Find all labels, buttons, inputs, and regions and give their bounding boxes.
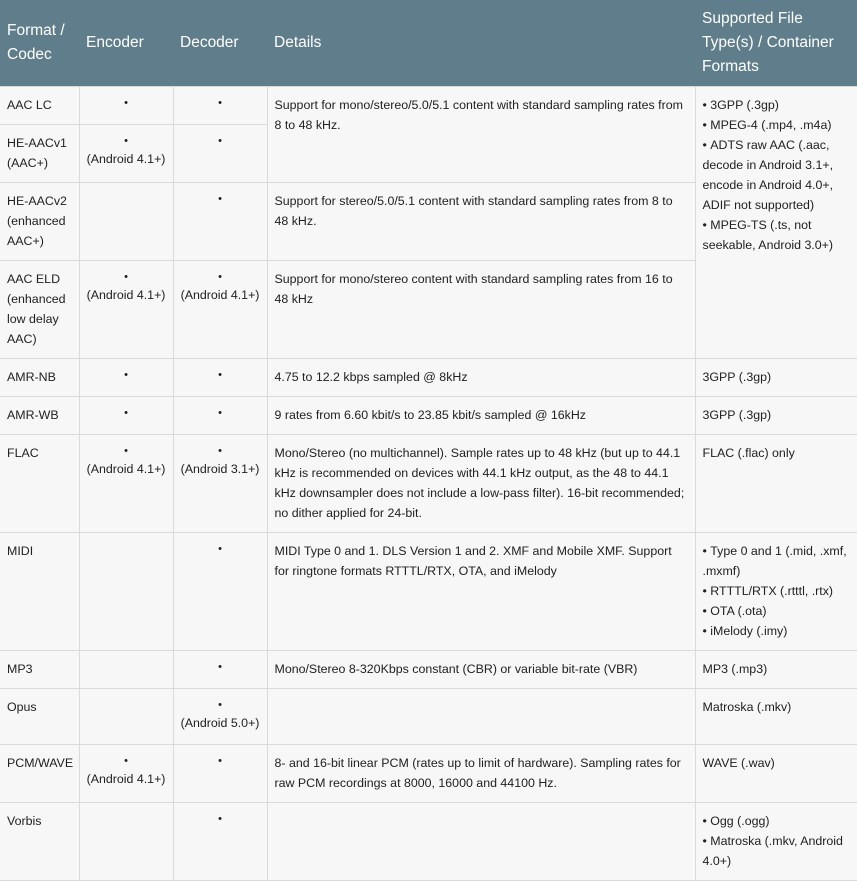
format-cell: PCM/WAVE [0, 745, 79, 803]
details-cell: Mono/Stereo (no multichannel). Sample rates up to 48 kHz (but up to 44.1 kHz is recommended on devices with 44.1 kHz output, as the 48 to 44.1 kHz downsampler does not include a low-pass filter). 16-bit recommended; no dither applied for 24-bit. [267, 435, 695, 533]
table-row [0, 689, 857, 745]
version-note: (Android 4.1+) [86, 772, 166, 786]
midi-types-list [703, 541, 851, 641]
types-cell: FLAC (.flac) only [695, 435, 857, 533]
header-types: Supported File Type(s) / Container Formats [695, 0, 857, 87]
supported-bullet: • [218, 699, 222, 711]
decoder-cell [173, 435, 267, 533]
encoder-cell [79, 261, 173, 359]
version-note: (Android 4.1+) [86, 288, 166, 302]
types-cell [695, 533, 857, 651]
header-encoder: Encoder [79, 0, 173, 87]
supported-bullet: • [218, 755, 222, 767]
types-cell: Matroska (.mkv) [695, 689, 857, 745]
encoder-cell [79, 359, 173, 397]
list-item: • RTTTL/RTX (.rtttl, .rtx) [703, 581, 851, 601]
details-cell [267, 689, 695, 745]
types-cell: MP3 (.mp3) [695, 651, 857, 689]
version-note: (Android 4.1+) [86, 152, 166, 166]
table-row [0, 533, 857, 651]
supported-bullet: • [218, 193, 222, 205]
decoder-cell [173, 261, 267, 359]
supported-bullet: • [124, 445, 128, 457]
list-item: • Ogg (.ogg) [703, 811, 851, 831]
details-cell: MIDI Type 0 and 1. DLS Version 1 and 2. XMF and Mobile XMF. Support for ringtone formats RTTTL/RTX, OTA, and iMelody [267, 533, 695, 651]
format-cell: MIDI [0, 533, 79, 651]
details-cell: Support for mono/stereo/5.0/5.1 content with standard sampling rates from 8 to 48 kHz. [267, 87, 695, 183]
details-cell: Mono/Stereo 8-320Kbps constant (CBR) or variable bit-rate (VBR) [267, 651, 695, 689]
decoder-cell [173, 87, 267, 125]
table-row [0, 87, 857, 125]
supported-bullet: • [124, 755, 128, 767]
version-note: (Android 3.1+) [180, 462, 260, 476]
types-cell [695, 87, 857, 359]
format-cell: HE-AACv1 (AAC+) [0, 125, 79, 183]
list-item: • OTA (.ota) [703, 601, 851, 621]
format-cell: Vorbis [0, 803, 79, 881]
header-row [0, 0, 857, 87]
encoder-cell [79, 435, 173, 533]
decoder-cell [173, 359, 267, 397]
encoder-cell [79, 689, 173, 745]
details-cell: Support for mono/stereo content with standard sampling rates from 16 to 48 kHz [267, 261, 695, 359]
supported-bullet: • [124, 369, 128, 381]
format-cell: AMR-NB [0, 359, 79, 397]
supported-bullet: • [218, 135, 222, 147]
types-cell [695, 803, 857, 881]
format-cell: FLAC [0, 435, 79, 533]
supported-bullet: • [218, 445, 222, 457]
encoder-cell [79, 87, 173, 125]
header-format: Format / Codec [0, 0, 79, 87]
details-cell: Support for stereo/5.0/5.1 content with standard sampling rates from 8 to 48 kHz. [267, 183, 695, 261]
list-item: • MPEG-4 (.mp4, .m4a) [703, 115, 851, 135]
supported-bullet: • [218, 369, 222, 381]
supported-bullet: • [124, 271, 128, 283]
list-item: • 3GPP (.3gp) [703, 95, 851, 115]
list-item: • ADTS raw AAC (.aac, decode in Android 3.1+, encode in Android 4.0+, ADIF not supported) [703, 135, 851, 215]
supported-bullet: • [218, 813, 222, 825]
format-cell: MP3 [0, 651, 79, 689]
encoder-cell [79, 125, 173, 183]
types-cell: 3GPP (.3gp) [695, 359, 857, 397]
list-item: • Type 0 and 1 (.mid, .xmf, .mxmf) [703, 541, 851, 581]
decoder-cell [173, 125, 267, 183]
format-cell: AMR-WB [0, 397, 79, 435]
format-cell: AAC ELD (enhanced low delay AAC) [0, 261, 79, 359]
version-note: (Android 5.0+) [180, 716, 260, 730]
types-cell: 3GPP (.3gp) [695, 397, 857, 435]
decoder-cell [173, 651, 267, 689]
list-item: • iMelody (.imy) [703, 621, 851, 641]
table-row [0, 803, 857, 881]
details-cell: 4.75 to 12.2 kbps sampled @ 8kHz [267, 359, 695, 397]
decoder-cell [173, 689, 267, 745]
decoder-cell [173, 745, 267, 803]
header-decoder: Decoder [173, 0, 267, 87]
format-cell: AAC LC [0, 87, 79, 125]
supported-bullet: • [218, 661, 222, 673]
aac-types-list [703, 95, 851, 255]
format-cell: Opus [0, 689, 79, 745]
details-cell [267, 803, 695, 881]
table-row [0, 651, 857, 689]
details-cell: 9 rates from 6.60 kbit/s to 23.85 kbit/s sampled @ 16kHz [267, 397, 695, 435]
details-cell: 8- and 16-bit linear PCM (rates up to limit of hardware). Sampling rates for raw PCM recordings at 8000, 16000 and 44100 Hz. [267, 745, 695, 803]
list-item: • Matroska (.mkv, Android 4.0+) [703, 831, 851, 871]
supported-bullet: • [218, 543, 222, 555]
supported-bullet: • [218, 271, 222, 283]
table-row [0, 397, 857, 435]
encoder-cell [79, 183, 173, 261]
vorbis-types-list [703, 811, 851, 871]
supported-bullet: • [124, 97, 128, 109]
supported-bullet: • [218, 407, 222, 419]
encoder-cell [79, 651, 173, 689]
decoder-cell [173, 533, 267, 651]
list-item: • MPEG-TS (.ts, not seekable, Android 3.0+) [703, 215, 851, 255]
supported-bullet: • [124, 407, 128, 419]
supported-bullet: • [218, 97, 222, 109]
header-details: Details [267, 0, 695, 87]
decoder-cell [173, 803, 267, 881]
decoder-cell [173, 183, 267, 261]
format-cell: HE-AACv2 (enhanced AAC+) [0, 183, 79, 261]
version-note: (Android 4.1+) [86, 462, 166, 476]
supported-bullet: • [124, 135, 128, 147]
encoder-cell [79, 397, 173, 435]
version-note: (Android 4.1+) [180, 288, 260, 302]
table-row [0, 359, 857, 397]
encoder-cell [79, 803, 173, 881]
encoder-cell [79, 533, 173, 651]
table-row [0, 435, 857, 533]
table-row [0, 745, 857, 803]
decoder-cell [173, 397, 267, 435]
types-cell: WAVE (.wav) [695, 745, 857, 803]
encoder-cell [79, 745, 173, 803]
